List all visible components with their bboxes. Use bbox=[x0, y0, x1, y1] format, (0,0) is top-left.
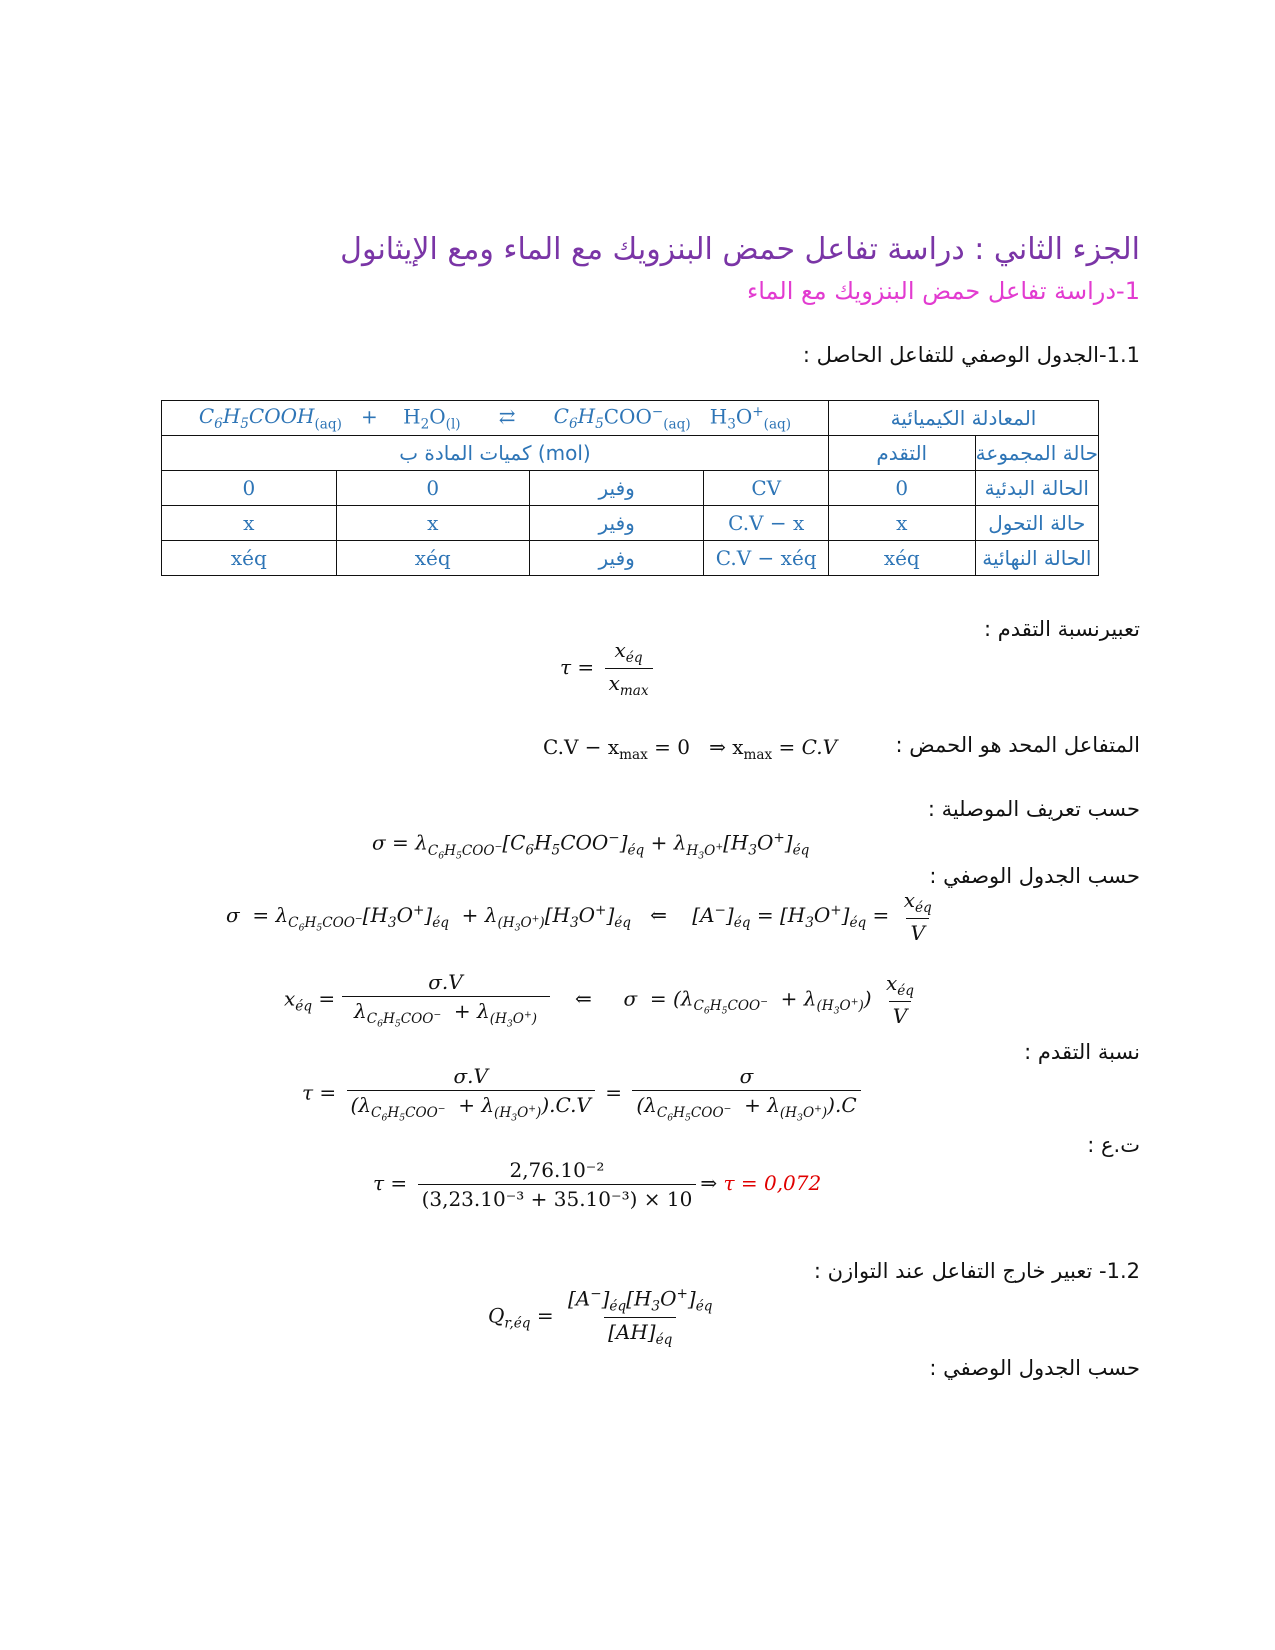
section-1-2-label: 1.2- تعبير خارج التفاعل عند التوازن : bbox=[813, 1259, 1140, 1283]
tau-expression-label: تعبيرنسبة التقدم : bbox=[983, 617, 1140, 641]
numeric-numerator: 2,76.10⁻² bbox=[509, 1158, 605, 1182]
state-header: حالة المجموعة bbox=[975, 436, 1098, 471]
advance-header: التقدم bbox=[828, 436, 975, 471]
conductivity-substitution-formula: $\sigma = \lambda_{C_6H_5COO^-}[H_3O^+]_{éq} + \lambda_{(H_3O^+)}[H_3O^+]_{éq}$ ⇐ $[A^-]_{éq} = [H_3O^+]_{éq}$ = $\frac{x_{éq}}{V}$ bbox=[226, 888, 932, 945]
quantities-header: كميات المادة ب (mol) bbox=[162, 436, 829, 471]
acid-cell: C.V − xéq bbox=[704, 541, 828, 576]
reaction-quotient-formula: $Q_{r,éq}$ = $\frac{[A^-]_{éq}[H_3O^+]_{éq}}{[AH]_{éq}}$ bbox=[488, 1286, 713, 1348]
numeric-denominator: (3,23.10⁻³ + 35.10⁻³) × 10 bbox=[418, 1184, 697, 1211]
h3o-cell: xéq bbox=[162, 541, 337, 576]
acid-cell: C.V − x bbox=[704, 506, 828, 541]
state-cell: الحالة البدئية bbox=[975, 471, 1098, 506]
numeric-application-label: ت.ع : bbox=[1087, 1133, 1140, 1157]
ratio-label: نسبة التقدم : bbox=[1024, 1040, 1140, 1064]
water-cell: وفير bbox=[529, 506, 704, 541]
limiting-reagent-label: المتفاعل المحد هو الحمض : bbox=[895, 733, 1140, 757]
table-reference-label: حسب الجدول الوصفي : bbox=[929, 864, 1140, 888]
acid-cell: CV bbox=[704, 471, 828, 506]
tau-definition-formula: τ = $\frac{x_{éq}}{x_{max}}$ bbox=[560, 638, 657, 699]
h3o-cell: 0 bbox=[162, 471, 337, 506]
h3o-cell: x bbox=[162, 506, 337, 541]
conductivity-label: حسب تعريف الموصلية : bbox=[927, 797, 1140, 821]
section-subtitle: 1-دراسة تفاعل حمض البنزويك مع الماء bbox=[746, 277, 1140, 305]
base-cell: x bbox=[336, 506, 529, 541]
base-cell: 0 bbox=[336, 471, 529, 506]
reaction-table bbox=[161, 400, 1099, 576]
tau-formula: τ = $\frac{\sigma.V}{(\lambda_{C_6H_5COO^-} + \lambda_{(H_3O^+)}).C.V}$ = $\frac{\sigma}{(\lambda_{C_6H_5COO^-} + \lambda_{(H_3O^+)}).C}$ bbox=[302, 1064, 865, 1124]
tau-result: τ = 0,072 bbox=[723, 1171, 822, 1195]
water-cell: وفير bbox=[529, 541, 704, 576]
advance-cell: 0 bbox=[828, 471, 975, 506]
advance-cell: x bbox=[828, 506, 975, 541]
state-cell: الحالة النهائية bbox=[975, 541, 1098, 576]
xeq-formula: $x_{éq}$ = $\frac{\sigma.V}{\lambda_{C_6H_5COO^-} + \lambda_{(H_3O^+)}}$ ⇐ $\sigma = (\lambda_{C_6H_5COO^-} + \lambda_{(H_3O^+)})$ $\frac{x_{éq}}{V}$ bbox=[284, 970, 914, 1030]
equation-label: المعادلة الكيميائية bbox=[828, 401, 1098, 436]
table-row bbox=[162, 471, 1099, 506]
table-reference-label-2: حسب الجدول الوصفي : bbox=[929, 1356, 1140, 1380]
page-title: الجزء الثاني : دراسة تفاعل حمض البنزويك مع الماء ومع الإيثانول bbox=[340, 232, 1140, 267]
water-cell: وفير bbox=[529, 471, 704, 506]
conductivity-formula: $\sigma = \lambda_{C_6H_5COO^-}[C_6H_5COO^-]_{éq} + \lambda_{H_3O^+}[H_3O^+]_{éq}$ bbox=[372, 830, 810, 862]
equation-cell: $C_6H_5COOH_{(aq)}$ + $H_2O_{(l)}$ ⇄ $C_6H_5COO^-_{(aq)}$ $H_3O^+_{(aq)}$ bbox=[162, 401, 829, 436]
xmax-formula: $C.V - x_{max} = 0$ ⇒ $x_{max} = C.V$ bbox=[543, 735, 838, 763]
section-1-1-label: 1.1-الجدول الوصفي للتفاعل الحاصل : bbox=[802, 343, 1140, 367]
table-row bbox=[162, 541, 1099, 576]
base-cell: xéq bbox=[336, 541, 529, 576]
advance-cell: xéq bbox=[828, 541, 975, 576]
numeric-formula: τ = $\frac{\text{2,76.10⁻²}}{\text{(3,23.10⁻³ + 35.10⁻³) × 10}}$ ⇒ τ = 0,072 bbox=[373, 1158, 822, 1211]
state-cell: حالة التحول bbox=[975, 506, 1098, 541]
table-row bbox=[162, 506, 1099, 541]
